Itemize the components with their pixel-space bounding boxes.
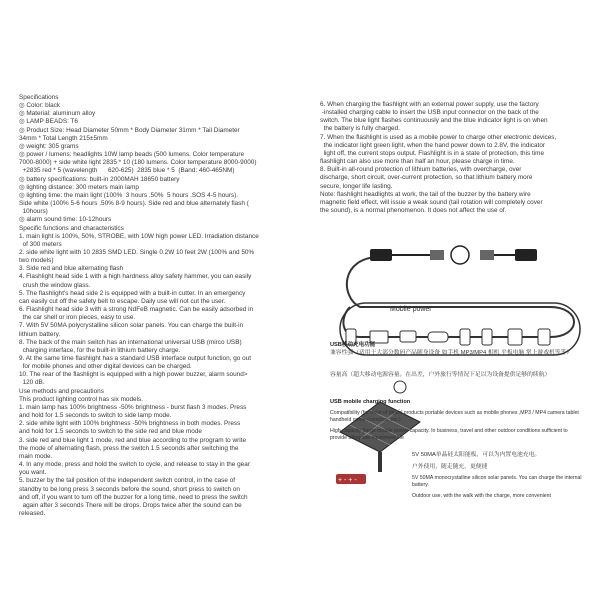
text-line: 8. The back of the main switch has an international universal USB (mirco USB) — [19, 338, 242, 346]
solar-cn-2: 户外使用，随走随充，更便捷 — [412, 464, 488, 470]
text-line: ◎ power / lumens: headlights 10W lamp beads (500 lumens. Color temperature — [19, 151, 245, 159]
text-line: ◎ Material: aluminum alloy — [19, 110, 96, 118]
text-line: Specifications — [19, 94, 59, 101]
text-line: 7000-8000) + side white light 2835 * 10 (180 lumens. Color temperature 8000-9000) — [19, 159, 257, 167]
usb-plug-mid — [430, 250, 444, 260]
text-line: the car shell or iron pieces, easy to use. — [19, 314, 136, 322]
text-line: the indicator light green light, when the hand power down to 2.8V, the indicator — [320, 141, 546, 149]
usb-en-heading: USB mobile charging function — [330, 399, 411, 405]
text-line: the sound), is a normal phenomenon. It does not affect the use of. — [320, 207, 507, 215]
text-line: 2. side white light with 100% brightness -50% brightness in both modes. Press — [19, 420, 241, 428]
solar-en-1: 5V 50MA monocrystalline silicon solar panels. You can charge the internal battery. — [412, 475, 582, 488]
text-line: secure, longer life lasting. — [320, 182, 393, 190]
device-icons — [346, 329, 550, 345]
sun-icon — [394, 381, 406, 393]
text-line: 1. main lamp has 100% brightness -50% brightness - burst flash 3 modes. Press — [19, 403, 247, 411]
text-line: charging interface, for the built-in lithium battery charge. — [19, 346, 181, 354]
text-line: and hold for 1.5 seconds to switch to side lamp mode. — [19, 412, 172, 420]
text-line: standby to be long press 3 seconds before the sound, short press to switch on — [19, 485, 240, 493]
text-line: 5. buzzer by the tail position of the independent switch control, in the case of — [19, 477, 235, 485]
text-line: 4. In any mode, press and hold the switch to cycle, and release to stay in the gear — [19, 461, 250, 469]
device-icon — [538, 329, 550, 345]
text-line: 7. When the flashlight is used as a mobile power to charge other electronic devices, — [320, 133, 557, 141]
right-text-column — [320, 101, 582, 215]
solar-cn-1: 5V 50MA单晶硅太阳能板，可以为内置电池充电。 — [412, 452, 541, 458]
text-line: 10hours) — [19, 208, 48, 216]
text-line: 6. When charging the flashlight with an external power supply, use the factory — [320, 101, 539, 108]
tablet-icon-2 — [508, 329, 522, 345]
text-line: ◎ battery specifications: built-in 2000MAH 18650 battery — [19, 175, 180, 183]
text-line: of 300 meters — [19, 240, 62, 248]
en-capacity-text: High capacity (large mobile power capacity. In business, travel and other outdoor conditions sufficient to provide adequate equipment life — [330, 428, 568, 441]
text-line: 2. side white light with 10 2835 SMD LED. Single 0.2W 10 feet 2W (100% and 50% — [19, 248, 255, 256]
cable-loop — [343, 257, 574, 337]
mobile-power-label: Mobile power — [390, 306, 432, 313]
phone-icon-2 — [482, 329, 492, 345]
text-line: crush the window glass. — [19, 281, 91, 289]
text-line: 3. Side red and blue alternating flash — [19, 265, 124, 273]
text-line: 9. At the same time flashlight has a standard USB interface output function, go out — [19, 355, 251, 362]
text-line: ◎ Color: black — [19, 102, 61, 110]
text-line: 8. Built-in all-round protection of lithium batteries, with overcharge, over — [320, 166, 522, 174]
text-line: lithium battery. — [19, 330, 61, 338]
text-line: ◎ weight: 305 grams — [19, 142, 79, 150]
text-line: Specific functions and characteristics — [19, 224, 124, 232]
text-line: and off, if you want to turn off the buzzer for a long time, need to press the switch — [19, 493, 248, 501]
text-line: 10. The rear of the flashlight is equipped with a high power buzzer, alarm sound> — [19, 371, 248, 379]
text-line: 1. main light is 100%, 50%, STROBE, with 10W high power LED. Irradiation distance — [19, 232, 259, 240]
charging-diagram — [320, 237, 582, 487]
text-line: flashlight can also use more than half an hour, please charge in time. — [320, 158, 515, 166]
text-line: Note: flashlight headlights at work, the tail of the buzzer by the battery wire — [320, 190, 531, 198]
text-line: +2835 red * 5 (wavelength 620-625) 2835 blue * 5 (Band: 460-465NM) — [19, 167, 235, 175]
text-line: again after 3 seconds There will be drops. Drops twice after the sound can be — [19, 501, 242, 509]
text-line: ◎ lighting distance: 300 meters main lamp — [19, 183, 139, 191]
usb-plug-left — [370, 249, 392, 261]
solar-en-2: Outdoor use, with the walk with the charge, more convenient — [412, 493, 551, 499]
text-line: released. — [19, 509, 46, 517]
text-line: main mode. — [19, 452, 53, 460]
text-line: you want. — [19, 469, 47, 477]
text-line: 5. The flashlight's head side 2 is equipped with a built-in cutter. In an emergency — [19, 289, 246, 297]
text-line: ◎ LAMP BEADS: T6 — [19, 118, 78, 126]
text-line: 6. Flashlight head side 3 with a strong NdFeB magnetic. Can be easily adsorbed in — [19, 306, 254, 314]
text-line: This product lighting control has six models. — [19, 395, 143, 403]
text-line: discharge, short circuit, over-current protection, so that lithium battery more — [320, 174, 533, 182]
left-text-column — [19, 94, 302, 518]
text-line: Side white (100% 5-6 hours .50% 8-9 hours). Side red and blue alternately flash ( — [19, 200, 249, 208]
text-line: Use methods and precautions — [19, 387, 104, 395]
text-line: 34mm * Total Length 215±5mm — [19, 134, 108, 142]
text-line: two models) — [19, 257, 54, 265]
text-line: switch. The blue light flashes continuously and the blue indicator light is on when — [320, 117, 548, 125]
text-line: 120 dB. — [19, 379, 45, 387]
text-line: can easily cut off the safety belt to escape. Daily use will not cut the user. — [19, 297, 226, 305]
game-console-icon — [428, 332, 448, 342]
text-line: 3. side red and blue light 1 mode, red and blue according to the program to write — [19, 436, 247, 444]
text-line: light off, the current stops output. Flashlight is in a state of protection, this time — [320, 149, 545, 157]
camera-icon — [400, 331, 416, 342]
text-line: for mobile phones and other digital devices can be charged. — [19, 363, 192, 371]
text-line: magnetic field effect, will issue a weak sound (tail rotation will completely cover — [320, 198, 543, 206]
text-line: the battery is fully charged. — [320, 125, 400, 133]
mp3-player-icon — [460, 329, 470, 345]
text-line: ◎ Product Size: Head Diameter 50mm * Body Diameter 31mm * Tail Diameter — [19, 126, 240, 134]
text-line: the mode of alternating flash, press the switch 1.5 seconds after switching the — [19, 444, 239, 452]
cn-compat-text: 兼容性强（适用于大部分数码产品随身设备 如手机 MP3/MP4 相机 平板电脑 掌上游戏机等等） — [330, 350, 573, 356]
text-line: -installed charging cable to insert the USB input connector on the back of the — [320, 109, 539, 117]
en-compat-text: Compatibility (for most of digital products portable devices such as mobile phones ,MP3 / MP4 camera tablet handheld game consoles, etc.) — [330, 410, 579, 423]
text-line: and hold for 1.5 seconds to switch to the side red and blue mode — [19, 428, 202, 436]
text-line: ◎ alarm sound time: 10-12hours — [19, 216, 112, 224]
text-line: 4. Flashlight head side 1 with a high hardness alloy safety hammer, you can easily — [19, 273, 252, 281]
battery-symbol: + - + - — [338, 477, 357, 484]
usb-plug-right — [515, 249, 537, 261]
usb-cn-title: USB移动充电功能 — [330, 342, 376, 348]
text-line: ◎ lighting time: the main light (100% 3 hours .50% 5 hours .SOS 4-5 hours). — [19, 191, 239, 199]
cn-capacity-text: 容量高（超大移动电源容量。在出差，户外旅行等情况下足以为设备提供足够的续航） — [330, 372, 551, 378]
text-line: 7. With 5V 50MA polycrystalline silicon solar panels. You can charge the built-in — [19, 322, 244, 330]
